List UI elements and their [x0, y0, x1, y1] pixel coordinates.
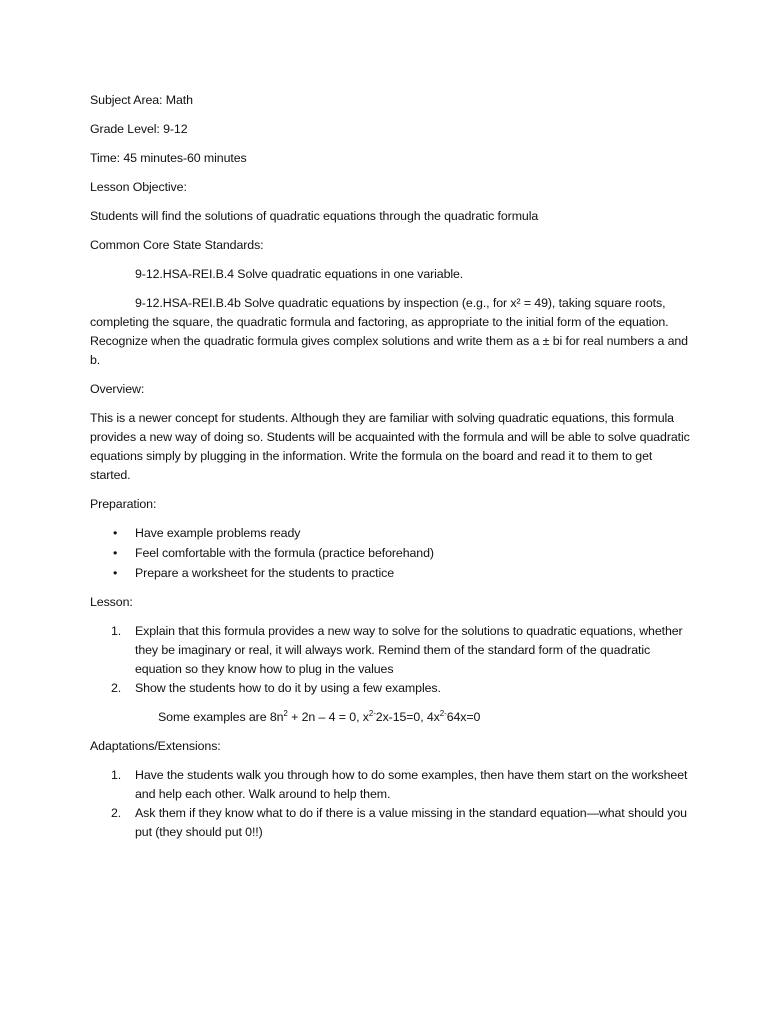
lesson-steps [90, 622, 690, 698]
adaptation-steps [90, 766, 690, 842]
objective-heading: Lesson Objective: [90, 180, 187, 194]
lesson-plan-document [90, 91, 690, 852]
list-item [90, 766, 690, 804]
overview-heading: Overview: [90, 382, 145, 396]
adaptations-heading: Adaptations/Extensions: [90, 739, 221, 753]
subject-area: Subject Area: Math [90, 93, 193, 107]
list-item [90, 622, 690, 679]
list-item: • Feel comfortable with the formula (practice beforehand) [90, 544, 690, 563]
step-number: 2. [111, 806, 122, 820]
grade-level: Grade Level: 9-12 [90, 122, 188, 136]
overview-text: This is a newer concept for students. Although they are familiar with solving quadratic equations, this formula provides a new way of doing so. Students will be acquainted with the formula and will be able to solve quadratic equations simply by plugging in the information. Write the formula on the board and read it to them to get started. [90, 411, 690, 482]
exponent: 2- [368, 709, 376, 718]
step-text: Show the students how to do it by using a few examples. [135, 681, 441, 695]
list-item: • Have example problems ready [90, 524, 690, 543]
lesson-time: Time: 45 minutes-60 minutes [90, 151, 247, 165]
step-text: Have the students walk you through how to do some examples, then have them start on the worksheet and help each other. Walk around to help them. [135, 768, 688, 801]
examples-part: + 2n – 4 = 0, x [287, 710, 369, 724]
lesson-heading: Lesson: [90, 595, 133, 609]
example-equations [158, 708, 690, 727]
examples-part: 64x=0 [446, 710, 481, 724]
examples-intro: Some examples are 8n [158, 710, 284, 724]
list-item: • Prepare a worksheet for the students to practice [90, 564, 690, 583]
preparation-heading: Preparation: [90, 497, 157, 511]
step-text: Explain that this formula provides a new way to solve for the solutions to quadratic equations, whether they be imaginary or real, it will always work. Remind them of the standard form of the quadratic equation so they know how to plug in the values [135, 624, 683, 676]
exponent: 2 [283, 709, 288, 718]
step-text: Ask them if they know what to do if there is a value missing in the standard equation—what should you put (they should put 0!!) [135, 806, 687, 839]
step-number: 2. [111, 681, 122, 695]
standards-heading: Common Core State Standards: [90, 238, 264, 252]
objective-text: Students will find the solutions of quadratic equations through the quadratic formula [90, 209, 539, 223]
examples-part: 2x-15=0, 4x [375, 710, 440, 724]
step-number: 1. [111, 768, 122, 782]
step-number: 1. [111, 624, 122, 638]
preparation-list [90, 524, 690, 583]
list-item [90, 679, 690, 698]
standard-item: 9-12.HSA-REI.B.4 Solve quadratic equations in one variable. [135, 267, 464, 281]
standard-item: 9-12.HSA-REI.B.4b Solve quadratic equations by inspection (e.g., for x² = 49), taking square roots, completing the square, the quadratic formula and factoring, as appropriate to the initial form of the equation. Recognize when the quadratic formula gives complex solutions and write them as a ± bi for real numbers a and b. [90, 296, 688, 367]
exponent: 2- [439, 709, 447, 718]
list-item [90, 804, 690, 842]
